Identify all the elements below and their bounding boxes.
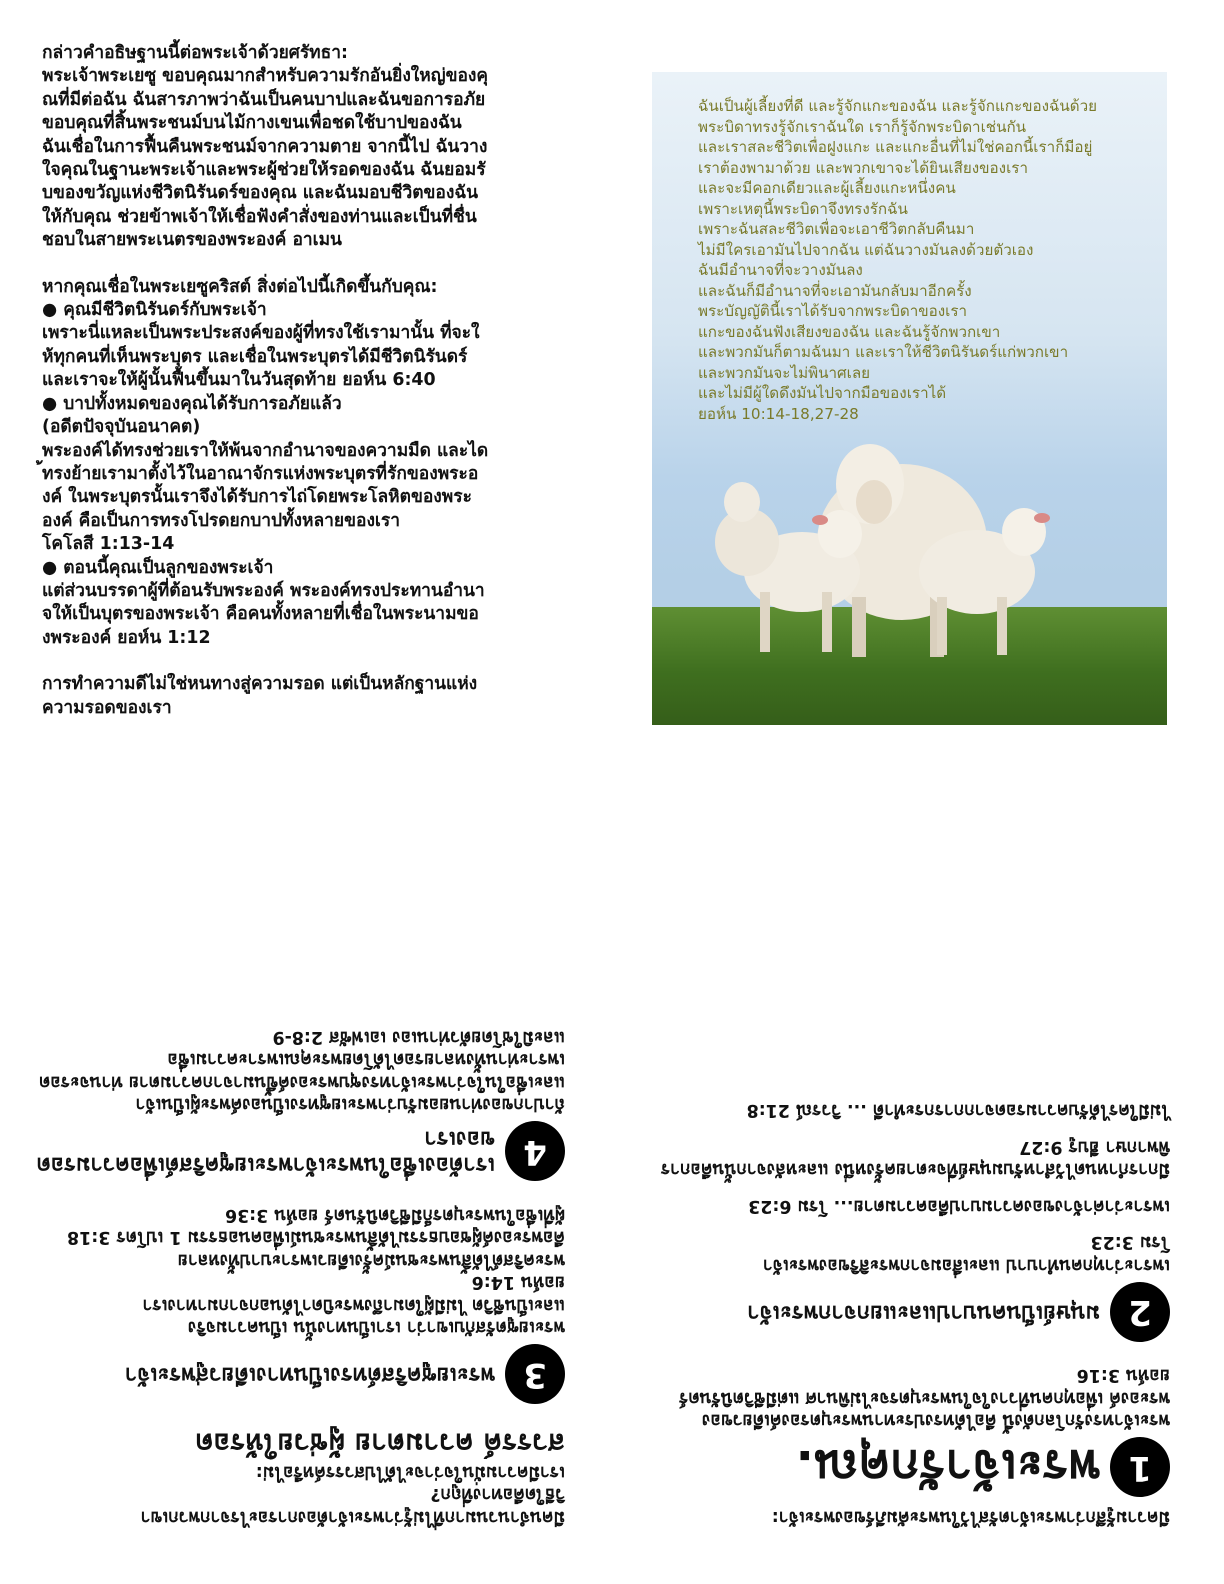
verse-line: แกะของฉันฟังเสียงของฉัน และฉันรู้จักพวกเขา [698, 322, 1001, 341]
section-line: พระองค์ เพื่อทุกคนที่วางใจในพระบุตรจะไม่พินาศ แต่มีชีวิตนิรันดร์ [678, 1388, 1170, 1408]
flipped-page-right [645, 838, 1170, 1528]
section-line: โรม 3:23 [1090, 1232, 1170, 1253]
section-title: พระเยซูคริสต์ทรงเป็นทางเดียวสู่พระเจ้า [124, 1362, 495, 1388]
verse-line: ฉันเป็นผู้เลี้ยงที่ดี และรู้จักแกะของฉัน และรู้จักแกะของฉันด้วย [698, 97, 1098, 115]
verse-line: เพราะเหตุนี้พระบิดาจึงทรงรักฉัน [698, 199, 908, 218]
prayer-line: พระเจ้าพระเยซู ขอบคุณมากสำหรับความรักอันยิ่งใหญ่ของคุ [42, 66, 489, 87]
bullet-line: งพระองค์ ยอห์น 1:12 [42, 627, 211, 648]
section-line: ยอห์น 14:6 [471, 1272, 565, 1293]
section-line: พระเจ้าทรงรักโลกดังนี้ คือได้ทรงประทานพระบุตรองค์เดียวของ [701, 1410, 1170, 1431]
bullet-head: ● บาปทั้งหมดของคุณได้รับการอภัยแล้ว [42, 393, 342, 414]
section-line: คือพระองค์ผู้ชอบธรรมได้สิ้นพระชนม์เพื่อคนอธรรม 1 เปโตร 3:18 [67, 1227, 565, 1248]
verse-reference: ยอห์น 10:14-18,27-28 [698, 404, 859, 423]
prayer-title: กล่าวคำอธิษฐานนี้ต่อพระเจ้าด้วยศรัทธา: [42, 43, 348, 63]
section-line: ถ้าปากของท่านยอมรับว่าพระเยซูทรงเป็นองค์พระผู้เป็นเจ้า [135, 1094, 565, 1115]
prayer-line: ชอบในสายพระเนตรของพระองค์ อาเมน [42, 230, 342, 251]
section-line: มีการกำหนดไว้สำหรับมนุษย์ที่จะตายครั้งหนึ่ง และหลังจากนั้นคือการพิพากษา ฮีบรู 9:27 [660, 1137, 1170, 1180]
verse-line: เพราะฉันสละชีวิตเพื่อจะเอาชีวิตกลับคืนมา [698, 220, 975, 238]
bullet-sub: (อดีตปัจจุบันอนาคต) [42, 417, 201, 438]
section-line: ผู้ที่เชื่อในพระบุตรก็มีชีวิตนิรันดร์ ยอห์น 3:36 [224, 1205, 565, 1225]
prayer-line: ให้กับคุณ ช่วยข้าพเจ้าให้เชื่อฟังคำสั่งของท่านและเป็นที่ชื่น [42, 206, 477, 227]
prayer-line: บของขวัญแห่งชีวิตนิรันดร์ของคุณ และฉันมอบชีวิตของฉัน [42, 183, 479, 204]
verse-line: และพวกมันจะไม่พินาศเลย [698, 363, 871, 382]
intro-line: มีความรู้สึกว่าพระเจ้าตรัสไว้ในพระคัมภีร์ของพระเจ้า: [771, 1507, 1170, 1527]
section-line: ยอห์น 3:16 [1076, 1365, 1170, 1386]
section-line: และเชื่อในใจว่าพระเจ้าทรงชุบพระองค์ขึ้นมาจากความตาย ท่านจะรอด [38, 1072, 565, 1092]
intro-line: วิธีใดคือทางที่ถูก? [430, 1484, 565, 1505]
bullet-line: เพราะนี่แหละเป็นพระประสงค์ของผู้ที่ทรงใช้เรามานั้น ที่จะใ [42, 323, 480, 344]
bullet-line: ้ทรงย้ายเรามาตั้งไว้ในอาณาจักรแห่งพระบุตรที่รักของพระอ [42, 463, 479, 484]
section-number: 4 [505, 1122, 565, 1182]
bullet-line: ห้ทุกคนที่เห็นพระบุตร และเชื่อในพระบุตรได้มีชีวิตนิรันดร์ [42, 346, 468, 367]
bullet-head: ● คุณมีชีวิตนิรันดร์กับพระเจ้า [42, 300, 267, 321]
section-line: พระเยซูตรัสกับเขาว่า เราเป็นทางนั้น เป็นความจริง [187, 1317, 565, 1338]
section-3-header [30, 1345, 565, 1405]
section-4-header [30, 1122, 565, 1182]
bullet-line: แต่ส่วนบรรดาผู้ที่ต้อนรับพระองค์ พระองค์ทรงประทานอำนา [42, 580, 485, 601]
closing-line: การทำความดีไม่ใช่หนทางสู่ความรอด แต่เป็นหลักฐานแห่ง [42, 674, 478, 695]
section-line: เพราะว่าค่าจ้างของความบาปคือความตาย... โรม 6:23 [748, 1196, 1170, 1216]
section-2-header [645, 1282, 1170, 1342]
sheep-illustration [652, 72, 1167, 725]
page-heading: สวรรค์ ความตาย ผู้ช่วยให้รอด [195, 1427, 565, 1461]
intro-line: เรามีความมั่นใจว่าจะได้ไปสวรรค์หรือไม่: [255, 1462, 565, 1482]
bullet-line: พระองค์ได้ทรงช่วยเราให้พ้นจากอำนาจของความมืด และได [42, 440, 489, 461]
section-line: เพราะท่านทั้งหลายรอดได้โดยพระคุณเพราะความเชื่อ [167, 1049, 565, 1070]
prayer-line: ขอบคุณที่สิ้นพระชนม์บนไม้กางเขนเพื่อชดใช้บาปของฉัน [42, 113, 462, 134]
flipped-page-left [30, 848, 565, 1528]
verse-line: และไม่มีผู้ใดดึงมันไปจากมือของเราได้ [698, 384, 947, 402]
verse-line: ฉันมีอำนาจที่จะวางมันลง [698, 261, 863, 279]
section-line: พระคริสต์ได้สิ้นพระชนม์ครั้งเดียวเพราะบาปทั้งหลาย [177, 1250, 565, 1270]
bullet-head: ● ตอนนี้คุณเป็นลูกของพระเจ้า [42, 557, 274, 578]
section-title: มนุษย์เป็นคนบาปและแยกจากพระเจ้า [747, 1300, 1100, 1325]
bullet-line: งค์ ในพระบุตรนั้นเราจึงได้รับการไถ่โดยพระโลหิตของพระ [42, 487, 472, 508]
section-line: ไม่มีใครได้รับความรอดจากการกระทำดี ... วิวรณ์ 21:8 [746, 1100, 1170, 1121]
result-title: หากคุณเชื่อในพระเยซูคริสต์ สิ่งต่อไปนี้เกิดขึ้นกับคุณ: [42, 276, 438, 297]
section-title: พระเจ้ารักคุณ. [795, 1439, 1100, 1496]
verse-line: พระบิดาทรงรู้จักเราฉันใด เราก็รู้จักพระบิดาเช่นกัน [698, 117, 1027, 136]
bullet-line: จให้เป็นบุตรของพระเจ้า คือคนทั้งหลายที่เชื่อในพระนามขอ [42, 604, 479, 625]
intro-line: มีคนจำนวนมากที่ไม่รู้ว่าพระเจ้าต้องการอะไรจากพวกเขา [140, 1507, 565, 1527]
prayer-line: ใจคุณในฐานะพระเจ้าและพระผู้ช่วยให้รอดของฉัน ฉันยอมรั [42, 160, 486, 181]
verse-line: ไม่มีใครเอามันไปจากฉัน แต่ฉันวางมันลงด้วยตัวเอง [698, 240, 1034, 259]
section-line: และเป็นชีวิต ไม่มีผู้ใดมาถึงพระบิดาได้นอกจากมาทางเรา [142, 1295, 565, 1315]
verse-line: เราต้องพามาด้วย และพวกเขาจะได้ยินเสียงของเรา [698, 158, 1028, 177]
verse-line: พระบัญญัตินี้เราได้รับจากพระบิดาของเรา [698, 302, 968, 320]
sheep-photo-panel [652, 72, 1167, 725]
section-title: เราต้องเชื่อในพระเจ้าพระเยซูคริสต์เพื่อความรอดของเรา [36, 1126, 495, 1178]
section-1-header [645, 1438, 1170, 1498]
prayer-line: ณที่มีต่อฉัน ฉันสารภาพว่าฉันเป็นคนบาปและฉันขอการอภัย [42, 89, 486, 110]
bullet-line: โคโลสี 1:13-14 [42, 534, 175, 555]
bullet-line: และเราจะให้ผู้นั้นฟื้นขึ้นมาในวันสุดท้าย ยอห์น 6:40 [42, 370, 436, 391]
section-number: 1 [1110, 1438, 1170, 1498]
section-number: 2 [1110, 1282, 1170, 1342]
section-line: เพราะว่าทุกคนทำบาป และเสื่อมจากพระสิริของพระเจ้า [762, 1255, 1170, 1275]
verse-line: และเราสละชีวิตเพื่อฝูงแกะ และแกะอื่นที่ไม่ใช่คอกนี้เราก็มีอยู่ [698, 138, 1093, 156]
closing-line: ความรอดของเรา [42, 697, 172, 718]
section-number: 3 [505, 1345, 565, 1405]
prayer-page [42, 42, 574, 720]
verse-line: และฉันก็มีอำนาจที่จะเอามันกลับมาอีกครั้ง [698, 281, 972, 300]
prayer-line: ฉันเชื่อในการฟื้นคืนพระชนม์จากความตาย จากนี้ไป ฉันวาง [42, 136, 488, 157]
section-line: และมิใช่โดยตัวท่านเอง เอเฟซัส 2:8-9 [272, 1027, 565, 1047]
bullet-line: องค์ คือเป็นการทรงโปรดยกบาปทั้งหลายของเรา [42, 510, 400, 531]
verse-line: และจะมีคอกเดียวและผู้เลี้ยงแกะหนึ่งคน [698, 179, 956, 197]
verse-line: และพวกมันก็ตามฉันมา และเราให้ชีวิตนิรันดร์แก่พวกเขา [698, 343, 1069, 361]
